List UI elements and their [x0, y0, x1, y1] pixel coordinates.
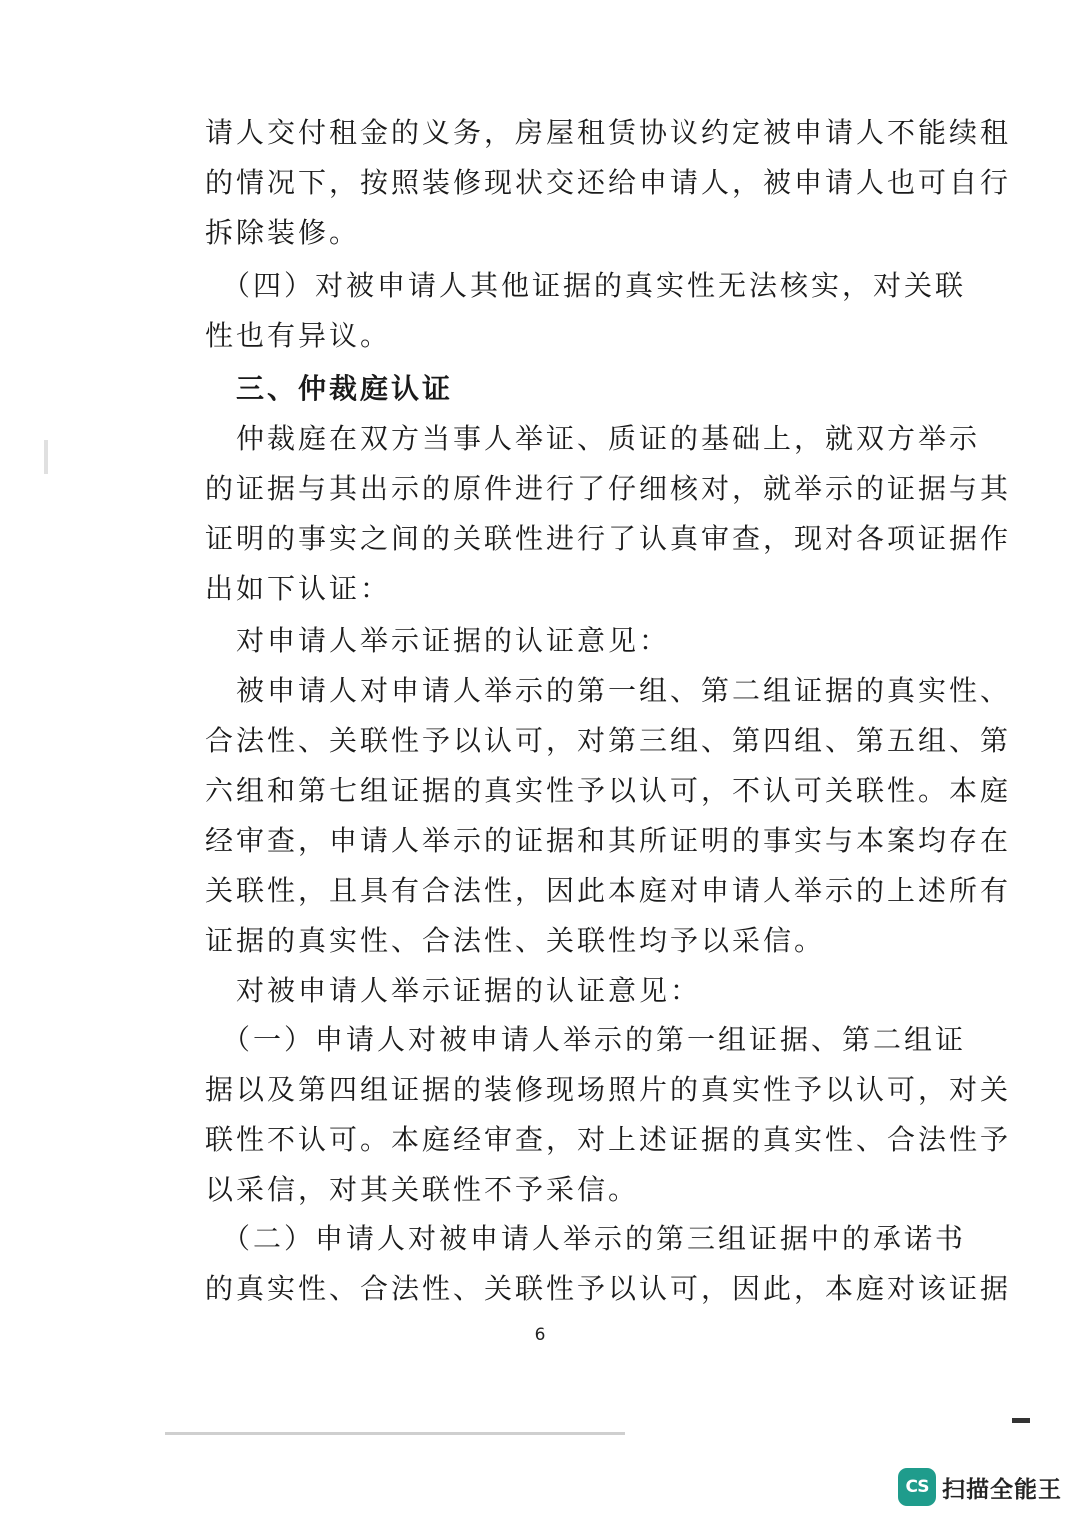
text-line: 对申请人举示证据的认证意见： [205, 624, 671, 657]
text-line: 性也有异议。 [205, 319, 392, 352]
text-line: 的真实性、合法性、关联性予以认可，因此，本庭对该证据 [205, 1272, 1012, 1305]
text-line: （二）申请人对被申请人举示的第三组证据中的承诺书 [205, 1222, 967, 1255]
text-line: 被申请人对申请人举示的第一组、第二组证据的真实性、 [205, 674, 1012, 707]
section-heading-text: 三、仲裁庭认证 [205, 372, 454, 405]
paragraph-7 [205, 1015, 1011, 1215]
text-line: 经审查，申请人举示的证据和其所证明的事实与本案均存在 [205, 824, 1012, 857]
paragraph-1 [205, 108, 1011, 258]
paragraph-3 [205, 414, 1011, 614]
text-line: 对被申请人举示证据的认证意见： [205, 974, 702, 1007]
text-line: 的证据与其出示的原件进行了仔细核对，就举示的证据与其 [205, 472, 1012, 505]
scan-artifact-mark [1012, 1418, 1030, 1423]
text-line: 出如下认证： [205, 572, 392, 605]
text-line: 证明的事实之间的关联性进行了认真审查，现对各项证据作 [205, 522, 1012, 555]
text-line: 联性不认可。本庭经审查，对上述证据的真实性、合法性予 [205, 1123, 1012, 1156]
camscanner-logo-icon: CS [898, 1468, 936, 1506]
text-line: 证据的真实性、合法性、关联性均予以采信。 [205, 924, 826, 957]
scanner-watermark [898, 1465, 1062, 1509]
section-heading [205, 364, 453, 414]
text-line: 仲裁庭在双方当事人举证、质证的基础上，就双方举示 [205, 422, 981, 455]
text-line: 六组和第七组证据的真实性予以认可，不认可关联性。本庭 [205, 774, 1012, 807]
text-line: 据以及第四组证据的装修现场照片的真实性予以认可，对关 [205, 1073, 1012, 1106]
text-line: （四）对被申请人其他证据的真实性无法核实，对关联 [205, 269, 967, 302]
text-line: 拆除装修。 [205, 216, 361, 249]
paragraph-6 [205, 966, 701, 1016]
text-line: 合法性、关联性予以认可，对第三组、第四组、第五组、第 [205, 724, 1012, 757]
page-number: 6 [534, 1325, 546, 1345]
text-line: （一）申请人对被申请人举示的第一组证据、第二组证 [205, 1023, 967, 1056]
text-line: 请人交付租金的义务，房屋租赁协议约定被申请人不能续租 [205, 116, 1012, 149]
paragraph-8 [205, 1214, 1011, 1314]
paragraph-2 [205, 261, 966, 361]
text-line: 的情况下，按照装修现状交还给申请人，被申请人也可自行 [205, 166, 1012, 199]
text-line: 关联性，且具有合法性，因此本庭对申请人举示的上述所有 [205, 874, 1012, 907]
text-line: 以采信，对其关联性不予采信。 [205, 1173, 640, 1206]
scan-artifact-line [165, 1432, 625, 1435]
paragraph-4 [205, 616, 670, 666]
paragraph-5 [205, 666, 1011, 966]
scan-artifact-edge [44, 440, 48, 474]
watermark-text: 扫描全能王 [942, 1476, 1062, 1503]
